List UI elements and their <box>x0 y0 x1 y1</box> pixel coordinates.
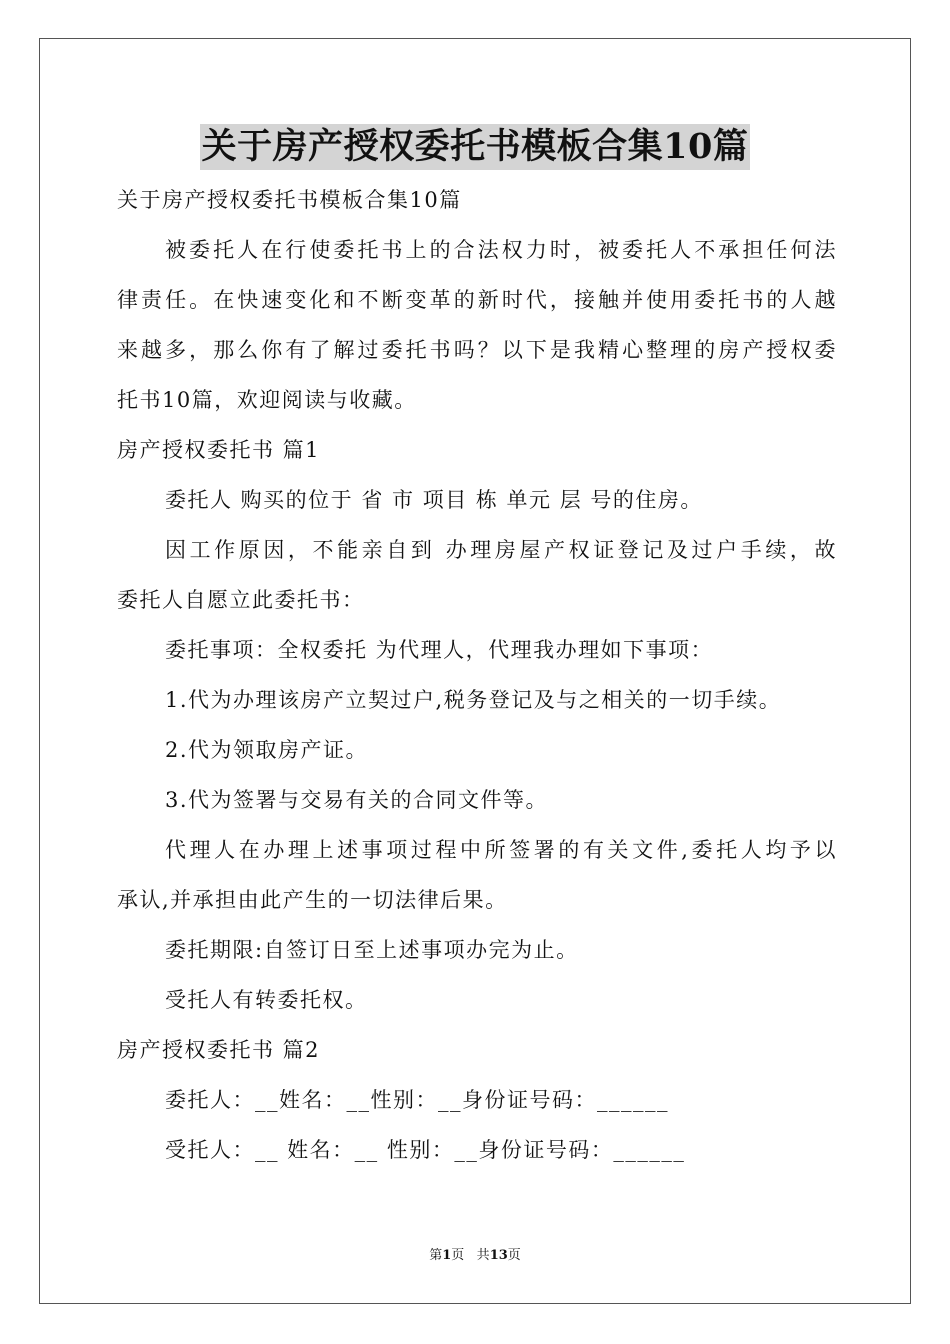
section1-line-6: 2.代为领取房产证。 <box>165 738 369 762</box>
total-pages: 13 <box>489 1248 508 1263</box>
intro-line-4: 托书10篇，欢迎阅读与收藏。 <box>117 388 417 412</box>
page-footer <box>0 1247 950 1265</box>
section1-line-3: 委托人自愿立此委托书： <box>117 588 365 612</box>
intro-line-1: 被委托人在行使委托书上的合法权力时，被委托人不承担任何法 <box>165 238 837 262</box>
page-suffix: 页 <box>451 1248 465 1263</box>
total-suffix: 页 <box>507 1248 521 1263</box>
total-prefix: 共 <box>476 1248 490 1263</box>
page-number: 1 <box>442 1248 452 1263</box>
section1-line-1: 委托人 购买的位于 省 市 项目 栋 单元 层 号的住房。 <box>165 488 703 512</box>
intro-line-2: 律责任。在快速变化和不断变革的新时代，接触并使用委托书的人越 <box>117 288 837 312</box>
section1-line-10: 委托期限:自签订日至上述事项办完为止。 <box>165 938 579 962</box>
section2-line-1: 委托人：__姓名：__性别：__身份证号码：______ <box>165 1088 669 1112</box>
section2-heading: 房产授权委托书 篇2 <box>117 1038 321 1062</box>
section1-line-4: 委托事项：全权委托 为代理人，代理我办理如下事项： <box>165 638 714 662</box>
section1-line-9: 承认,并承担由此产生的一切法律后果。 <box>117 888 508 912</box>
section1-line-7: 3.代为签署与交易有关的合同文件等。 <box>165 788 549 812</box>
title-container <box>0 124 950 170</box>
page-prefix: 第 <box>429 1248 443 1263</box>
section1-line-5: 1.代为办理该房产立契过户,税务登记及与之相关的一切手续。 <box>165 688 782 712</box>
section2-line-2: 受托人：__ 姓名：__ 性别：__身份证号码：______ <box>165 1138 686 1162</box>
section1-line-11: 受托人有转委托权。 <box>165 988 368 1012</box>
section1-line-2: 因工作原因，不能亲自到 办理房屋产权证登记及过户手续，故 <box>165 538 837 562</box>
subtitle: 关于房产授权委托书模板合集10篇 <box>117 188 462 212</box>
document-title: 关于房产授权委托书模板合集10篇 <box>200 124 751 170</box>
page-border <box>39 38 911 1304</box>
intro-line-3: 来越多，那么你有了解过委托书吗？以下是我精心整理的房产授权委 <box>117 338 837 362</box>
section1-line-8: 代理人在办理上述事项过程中所签署的有关文件,委托人均予以 <box>165 838 837 862</box>
section1-heading: 房产授权委托书 篇1 <box>117 438 321 462</box>
